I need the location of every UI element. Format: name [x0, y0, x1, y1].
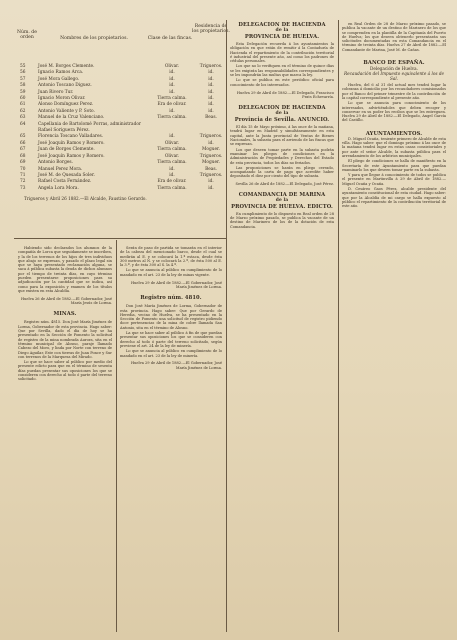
row-number: 61 [20, 102, 26, 108]
row-class: id. [169, 83, 175, 89]
row-class: Tierra calma. [157, 96, 187, 102]
row-number: 65 [20, 134, 26, 140]
row-residence: Beas. [205, 115, 217, 121]
row-owner: José Mora Gallego. [38, 76, 80, 82]
row-owner: José Joaquín Ramos y Romero. [38, 153, 105, 159]
left-lower-column-b: Serán de paso de partida se tomarán en el interior de la cabeza del mencionado barco, desde el cual se medirán al E. y se colocará la 1.ª estaca, desde ésta 300 metros al N. y se colocará la 2.ª, de ésta 500 al E. la 3.ª, y de ésta 300 al S. la 4.ª. Lo que se anuncia al público en cumplimiento de lo mandado en el art. 23 de la ley de minas vigente. Huelva 29 de Abril de 1882.—El Gobernador, José María Jiménez de Lorma. Registro núm. 4810. Don José María Jiménez de Lorma, Gobernador de esta provincia. Hago saber: Que por Gerardo de Heredia, vecino de Huelva, se ha presentado en la Sección de Fomento una solicitud de registro pidiendo doce pertenencias de la mina de cobre llamada San Antonio, sita en el término de Alosno. La que se hace saber al público á fin de que puedan presentar sus oposiciones los que se consideren con derecho al todo ó parte del terreno solicitado, según previene el art. 24 de la ley de minería. Lo que se anuncia al público en cumplimiento de lo mandado en el art. 23 de la ley de minería. Huelva 29 de Abril de 1882.—El Gobernador, José María Jiménez de Lorma. [120, 246, 222, 370]
row-number: 70 [20, 166, 26, 172]
row-residence: id. [208, 179, 214, 185]
row-class: Era de olivar. [157, 102, 187, 108]
table-header [17, 24, 230, 64]
row-number: 73 [20, 185, 26, 191]
middle-column: DELEGACION DE HACIENDA de la PROVINCIA DE HUELVA. Esta Delegación recuerda á los ayuntamientos la obligación en que están de remitir á la Contaduría de Hacienda el repartimiento de la contribución territorial é industrial del presente año, así como los padrones de cédulas personales. Los que no lo verifiquen en el término de quince días se les exigirán las responsabilidades correspondientes y se les impondrán las multas que marca la ley. Lo que se publica en este periódico oficial para conocimiento de los interesados. Huelva 29 de Abril de 1882.—El Delegado, Francisco Prats Echevarría. DELEGACION DE HACIENDA de la Provincia de Sevilla. ANUNCIO. El día 15 de Mayo próximo, á las once de la mañana, tendrá lugar en Madrid y simultáneamente en esta capital, ante la Junta provincial de Ventas de Bienes Nacionales, la subasta para el arriendo de las fincas que se expresan. Los que deseen tomar parte en la subasta podrán examinar los pliegos de condiciones en la Administración de Propiedades y Derechos del Estado de esta provincia, todos los días no feriados. Las proposiciones se harán en pliego cerrado, acompañando la carta de pago que acredite haber depositado el diez por ciento del tipo de subasta. Sevilla 26 de Abril de 1882.—El Delegado, José Pérez. COMANDANCIA DE MARINA de la PROVINCIA DE HUELVA. EDICTO. En cumplimiento de lo dispuesto en Real orden de 28 de Marzo próximo pasado, se publica la vacante de un destino de Marinero de los de la dotación de esta Comandancia. [230, 22, 334, 229]
row-owner: Manuel Perez Mora. [38, 166, 83, 172]
row-owner: Alonso Domínguez Perez. [38, 102, 94, 108]
table-body [20, 64, 224, 192]
header-names: Nombres de los propietarios. [60, 36, 128, 41]
row-number: 68 [20, 153, 26, 159]
row-owner: José M. de Quesada Soler. [38, 172, 95, 178]
row-class: id. [169, 70, 175, 76]
header-class: Clase de las fincas. [147, 36, 193, 41]
row-owner: Florencia Toscano Valladares. [38, 134, 104, 140]
table-row [20, 186, 224, 192]
row-number: 59 [20, 89, 26, 95]
heading-comandancia: COMANDANCIA DE MARINA [238, 191, 326, 198]
row-residence: id. [208, 76, 214, 82]
row-residence: id. [208, 108, 214, 114]
row-residence: Trigueros. [199, 172, 223, 178]
row-owner: Juan Rivero Tur. [38, 89, 74, 95]
heading-banco-espana: BANCO DE ESPAÑA. [363, 60, 425, 67]
row-number: 58 [20, 83, 26, 89]
left-lower-column-a: Habiendo sido declarados los alumnos de la compañía de Lorca que seguidamente se inscriben, y la de los terrenos de los hijos de tres individuos que abajo se expresan, y pasado el plazo legal sin que se haya presentado reclamación alguna, se saca á pública subasta la deuda de dichos alumnos por el tiempo de treinta días, en cuyo término pueden presentarse proposiciones para su adjudicación por la cantidad que se indica, así como para la exposición y examen de los títulos que existen en esta Alcaldía. Huelva 26 de Abril de 1882.—El Gobernador, José María Jesús de Lorma. MINAS. Registro núm. 4815. Don José María Jiménez de Lorma, Gobernador de esta provincia. Hago saber: Que por Sevilla, dado el día de hoy se ha presentado en la Sección de Fomento la solicitud de registro de la mina nombrada Aurora, sita en el término municipal de Alosno, paraje llamado Cabezo del Moro, y linda por Norte con terreno de Diego Aguilar, Este con tierras de Juan Ponce y Sur con terrenos de la Marquesa del Mirado. Lo que se hace saber al público por medio del presente edicto para que en el término de sesenta días puedan presentar sus oposiciones los que se consideren con derecho al todo ó parte del terreno solicitado. [18, 246, 112, 382]
row-owner: José Joaquín Ramos y Romero. [38, 140, 105, 146]
row-owner: Juan de Borges Clemente. [38, 147, 95, 153]
row-residence: Trigueros. [199, 134, 223, 140]
landowner-register-table [17, 24, 230, 202]
header-number: Núm. de orden [17, 30, 37, 41]
row-number: 71 [20, 172, 26, 178]
row-class: id. [169, 76, 175, 82]
row-owner: Antonio Valiente y P. Soto. [38, 108, 95, 114]
row-number: 67 [20, 147, 26, 153]
header-residence: Residencia de los propietarios. [192, 24, 230, 35]
row-owner: Manuel de la Cruz Valenciano. [38, 115, 105, 121]
row-number: 64 [20, 121, 26, 127]
row-number: 56 [20, 70, 26, 76]
row-class: Era de olivar. [157, 179, 187, 185]
row-class: Olivar. [164, 140, 180, 146]
row-residence: id. [208, 89, 214, 95]
row-owner: Angela Lora Mora. [38, 185, 79, 191]
row-owner: Rafael Costa Fernández. [38, 179, 92, 185]
row-class: id. [169, 89, 175, 95]
row-class: id. [169, 166, 175, 172]
row-residence [198, 122, 224, 135]
row-number: 66 [20, 140, 26, 146]
heading-delegacion-huelva: DELEGACION DE HACIENDA [238, 22, 326, 28]
row-residence: id. [208, 70, 214, 76]
row-class: id. [169, 134, 175, 140]
row-owner: Ignacio Moron Olivar. [38, 96, 86, 102]
row-owner: José M. Borges Clemente. [38, 64, 95, 69]
right-column: en Real Orden de 28 de Marzo próximo pasado, se publica la vacante de un destino de Marinero de los que se comprenden en la plantilla de la Capitanía del Puerto de Huelva; los que deseen obtenerlo presentarán sus solicitudes documentadas en esta Comandancia en el término de treinta días. Huelva 27 de Abril de 1882.—El Comandante de Marina, José M. de Cañas. BANCO DE ESPAÑA. Delegación de Huelva. Recaudación del Impuesto equivalente á los de Sal. Huelva, del 6 al 31 del actual mes tendrá lugar la cobranza á domicilio por los recaudadores comisionados por el Banco del primer trimestre de la contribución de la capital correspondiente al presente año. Lo que se anuncia para conocimiento de los interesados, advirtiéndoles que deben recoger y conservar en su poder los recibos que se les entreguen. Huelva 29 de Abril de 1882.—El Delegado, Angel García del Castillo. AYUNTAMIENTOS. D. Miguel Ocaña, teniente primero de Alcalde de esta villa. Hago saber: que el domingo próximo á las once de la mañana tendrá lugar en estas casas consistoriales y por ante el señor Alcalde, la subasta pública para el arrendamiento de los arbitrios municipales. El pliego de condiciones se halla de manifiesto en la Secretaría de este Ayuntamiento para que puedan examinarlo los que deseen tomar parte en la subasta. Y para que llegue á conocimiento de todos se publica el presente en Martinvilla á 29 de Abril de 1882.—Miguel Ocaña y Ocaña. D. Cesáreo Gaos Pérez, alcalde presidente del ayuntamiento constitucional de esta ciudad. Hago saber: que por la Alcaldía de mi cargo se halla expuesto al público el repartimiento de la contribución territorial de este año. [342, 22, 446, 209]
row-residence: id. [208, 96, 214, 102]
table-footer-date: Trigueros y Abril 26 1882.—El Alcalde, Faustino Gerardo. [24, 196, 147, 202]
row-owner: Antonio Toscano Diguez. [38, 83, 92, 89]
row-residence: Trigueros. [199, 64, 223, 69]
row-class: Olivar. [164, 153, 180, 159]
row-residence: id. [208, 140, 214, 146]
row-class: id. [169, 172, 175, 178]
row-class: Tierra calma. [157, 160, 187, 166]
row-owner: Antonio Borges. [38, 160, 73, 166]
row-number: 57 [20, 76, 26, 82]
row-number: 69 [20, 160, 26, 166]
row-number: 60 [20, 96, 26, 102]
heading-delegacion-sevilla: DELEGACION DE HACIENDA [238, 105, 326, 112]
row-residence: Trigueros. [199, 153, 223, 159]
row-class: Olivar. [164, 64, 180, 69]
row-class: Tierra calma. [157, 115, 187, 121]
table-row [20, 122, 224, 135]
row-owner: Capellania de Bartolomé Porras, administrador Rafael Soriguera Pérez. [38, 121, 141, 134]
row-residence: id. [208, 185, 214, 191]
heading-ayuntamiento: AYUNTAMIENTOS. [365, 130, 423, 137]
row-class: Tierra calma. [157, 147, 187, 153]
row-class [146, 122, 198, 135]
row-residence: Moguer. [202, 147, 220, 153]
row-number: 72 [20, 179, 26, 185]
row-owner: Ignacio Ramos Arca. [38, 70, 84, 76]
row-class: id. [169, 108, 175, 114]
row-residence: id. [208, 83, 214, 89]
row-residence: Moguer. [202, 160, 220, 166]
row-number: 62 [20, 108, 26, 114]
row-residence: Beas. [205, 166, 217, 172]
row-number: 55 [20, 64, 26, 69]
row-class: Tierra calma. [157, 185, 187, 191]
row-residence: id. [208, 102, 214, 108]
row-number: 63 [20, 115, 26, 121]
